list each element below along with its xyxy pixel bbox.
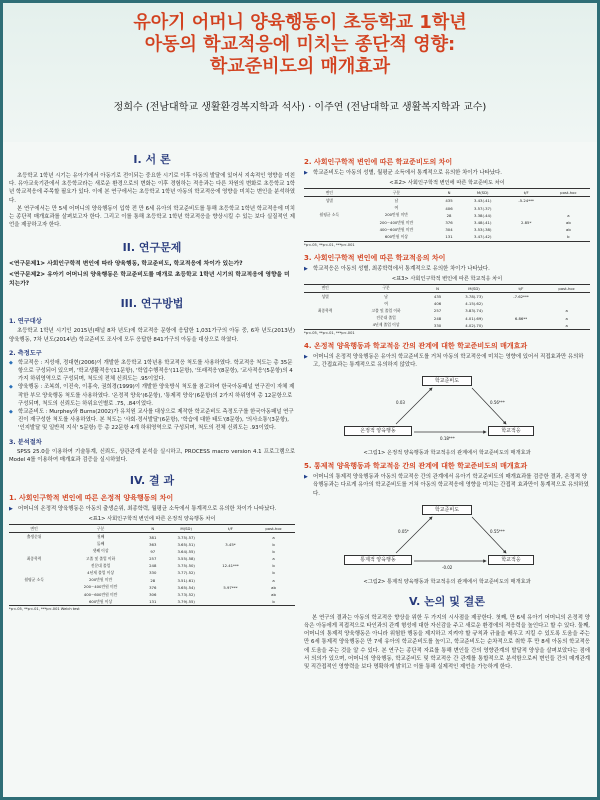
table1-header-cell: 변인 — [9, 525, 59, 533]
authors: 정희수 (전남대학교 생활환경복지학과 석사) · 이주연 (전남대학교 생활복지학과 교수) — [113, 102, 487, 113]
table-cell: 248 — [433, 315, 442, 321]
left-column — [9, 145, 295, 611]
table-cell: 200만원 미만 — [89, 577, 113, 583]
method-subject-text: 초등학교 1학년 시기인 2015년(패널 8차 년도)에 학교적응 문항에 응답한 1,031가구의 아동 중, 6차 년도(2013년) 양육행동, 7차 년도(2014년) 학교준비도 조사에 모두 응답한 841가구의 아동을 대상으로 하였다. — [9, 328, 295, 343]
title-line-3: 학교준비도의 매개효과 — [209, 56, 391, 77]
table3-header-cell: 구분 — [346, 284, 425, 292]
fig1-coef-b: 0.56*** — [490, 400, 505, 406]
table1-header-cell: M(SD) — [164, 525, 209, 533]
result-4-title: 4. 온정적 양육행동과 학교적응 간의 관계에 대한 학교준비도의 매개효과 — [304, 341, 528, 350]
table-cell: 4.15(.62) — [465, 301, 483, 307]
table-cell: b — [272, 563, 275, 569]
table-cell — [209, 569, 252, 576]
table-cell: 전문대 졸업 — [90, 562, 111, 568]
table-cell — [9, 562, 59, 569]
fig2-coef-a: 0.05* — [398, 528, 409, 534]
table-row — [9, 598, 295, 606]
table-cell: ab — [271, 584, 276, 590]
table-cell: 28 — [150, 577, 156, 583]
table-cell — [506, 212, 547, 219]
table-cell — [499, 307, 544, 314]
diamond-bullet-icon: ◆ — [9, 384, 13, 391]
table-3 — [304, 284, 590, 330]
table-cell: 3.65(.54) — [177, 584, 195, 590]
table2-header-cell: t/F — [506, 189, 547, 197]
poster — [3, 3, 597, 797]
table-cell: a — [272, 556, 275, 562]
table2-header-cell: M(SD) — [460, 189, 506, 197]
table-cell: 131 — [142, 598, 164, 606]
table-cell — [547, 197, 590, 205]
table-cell: 363 — [149, 541, 157, 547]
table-row — [9, 591, 295, 598]
table-row — [304, 314, 590, 321]
table-cell: 3.47(.42) — [460, 233, 506, 241]
fig2-coef-b: 0.55*** — [490, 528, 505, 534]
table-cell: b — [272, 548, 275, 554]
table-cell: 4.01(.69) — [465, 315, 483, 321]
title-line-2: 아동의 학교적응에 미치는 종단적 영향: — [144, 34, 456, 55]
table-cell — [304, 226, 355, 233]
table-cell: 257 — [433, 308, 442, 314]
table-row — [304, 205, 590, 212]
table-row — [9, 533, 295, 541]
table-cell: 여 — [394, 205, 399, 211]
table-cell — [209, 591, 252, 598]
table-cell: a — [543, 322, 590, 330]
table-cell: 304 — [445, 227, 453, 233]
table-row — [304, 292, 590, 300]
discussion-text: 본 연구의 결과는 아동의 학교적응 향상을 위한 두 가지의 시사점을 제공한다. 첫째, 만 6세 유아기 어머니의 온정적 양육은 아동에게 직접적으로 타인과의 관계 형성에 대한 자신감을 주고 새로운 환경에의 적응력을 높인다고 할 수 있다. 둘째, 어머니의 통제적 양육행동은 아니라 위험한 행동을 제지하고 지켜야 할 규칙과 규율을 배우고 지킬 수 있도록 도움을 주는 만 6세 통제적 양육행동은 만 7세 유아의 학교준비도를 높이고, 학교준비도는 순차적으로 취학 후 만 8세 아동의 학교적응에 도움을 주는 것을 알 수 있다. 본 연구는 종단적 자료를 통해 변인들 간의 영향관계의 발달적 양상을 살펴보았다는 점에서 의의가 있으며, 어머니의 양육행동, 학교준비도 및 학교적응 간 관계를 통합적으로 분석함으로써 변인들 간의 매개관계 및 직간접적인 영향력을 보다 명확하게 밝히고 이를 통해 실제적인 제언을 가능하게 한다. — [304, 614, 591, 671]
result-5-text: ▶ 어머니의 통제적 양육행동과 아동의 학교적응 간의 관계에서 유아기 학교준비도의 매개효과를 검증한 결과, 온정적 양육행동과는 다르게 유아의 학교준비도를 거쳐 아동의 학교적응에 영향을 미치는 간접적 효과만이 통계적으로 유의하였다. — [304, 474, 589, 497]
measure-school-adjustment: ◆ 학교적응 : 지성애, 정대현(2006)이 개발한 초등학교 1학년용 학교적응 척도를 사용하였다. 학교적응 척도는 총 35문항으로 구성되어 있으며, '학교생활적응'(11문항), '학업수행적응'(11문항), '또래적응'(8문항), '교사적응'(5문항)의 4가지 하위영역으로 구성되며, 척도의 전체 신뢰도는 .95이었다. — [9, 359, 293, 383]
research-question-2: <연구문제2> 유아기 어머니의 양육행동은 학교준비도를 매개로 초등학교 1학년 시기의 학교적응에 영향을 미치는가? — [9, 272, 290, 288]
figure-1-caption: <그림1> 온정적 양육행동과 학교적응의 관계에서 학교준비도의 매개효과 — [363, 450, 531, 457]
table-cell: ab — [271, 592, 276, 598]
method-subject-title: 1. 연구대상 — [9, 318, 42, 326]
result-1-title: 1. 사회인구학적 변인에 따른 온정적 양육행동의 차이 — [9, 494, 174, 503]
table-cell: ab — [566, 220, 571, 226]
table-cell: 406 — [445, 205, 453, 211]
table-cell: 3.51(.61) — [177, 577, 195, 583]
table-cell: b — [272, 541, 275, 547]
table-cell: 월평균 소득 — [319, 212, 340, 218]
table-cell: 3.79(.55) — [164, 598, 209, 606]
table-cell: 최종학력 — [26, 555, 42, 561]
table-cell: 3.38(.44) — [473, 212, 492, 218]
table-row — [304, 197, 590, 205]
table-2-caption: <표2> 사회인구학적 변인에 따른 학교준비도 차이 — [389, 180, 505, 187]
table-cell: 3.55(.58) — [177, 556, 195, 562]
table-row — [9, 577, 295, 584]
table3-header-cell: M(SD) — [449, 284, 498, 292]
table-cell: 28 — [446, 212, 452, 218]
measure-parenting: ◆ 양육행동 : 조복희, 이진숙, 이홍숙, 권희경(1999)이 개발한 양육방식 척도를 참고하여 한국아동패널 연구진이 자체 제작한 부모 양육행동 척도를 사용하였다. '온정적 양육'(6문항), '통제적 양육'(6문항)의 2가지 하위영역 총 12문항으로 구성되며, 척도의 신뢰도는 하위요인별로 .75, .84이었다. — [9, 384, 295, 407]
table3-header-cell: 변인 — [304, 284, 346, 292]
intro-heading: I. 서 론 — [133, 153, 171, 166]
table-cell: b — [252, 598, 295, 606]
table-cell: 여 — [384, 300, 388, 306]
table-cell — [9, 548, 59, 555]
table-row — [9, 562, 295, 569]
table-cell — [9, 598, 59, 606]
fig1-x-box: 온정적 양육행동 — [344, 426, 412, 436]
table-cell: 남 — [394, 197, 399, 203]
table-cell: 2.85* — [520, 220, 532, 226]
figure-2-diagram — [304, 501, 590, 575]
table-cell: 200~400만원 미만 — [83, 584, 118, 590]
table-cell: ab — [566, 227, 571, 233]
table-cell — [209, 555, 252, 562]
table-row — [304, 233, 590, 241]
table-cell: 첫째 — [96, 534, 105, 540]
table-cell: 4년제 졸업 이상 — [87, 569, 114, 575]
table-3-caption: <표3> 사회인구학적 변인에 따른 학교적응 차이 — [391, 275, 503, 282]
fig1-coef-c: 0.18*** — [440, 436, 455, 442]
table-cell — [304, 233, 355, 241]
fig2-x-box: 통제적 양육행동 — [344, 555, 412, 565]
triangle-bullet-icon: ▶ — [304, 353, 308, 360]
table-cell: 6.86** — [514, 315, 528, 321]
table-cell: 3.45* — [225, 541, 236, 547]
table-cell — [9, 591, 59, 598]
table-1-note: *p<.05, **p<.01, ***p<.001 Welch test — [9, 607, 80, 612]
table-cell: 3.57(.37) — [473, 205, 492, 211]
table-row — [304, 219, 590, 226]
table-2 — [304, 188, 590, 241]
right-column — [304, 145, 590, 671]
table1-header-cell: 구분 — [59, 525, 142, 533]
table-cell: b — [547, 233, 590, 241]
table2-header-cell: post-hoc — [547, 189, 590, 197]
table-cell: 400~600만원 미만 — [83, 591, 118, 597]
table-cell: 셋째 이상 — [92, 548, 109, 554]
table-cell: 306 — [149, 592, 157, 598]
table1-header-cell: t/F — [209, 525, 252, 533]
table-cell: 3.75(.57) — [177, 534, 195, 540]
table-cell: 97 — [150, 548, 156, 554]
table1-header-cell: post-hoc — [252, 525, 295, 533]
table-cell — [506, 226, 547, 233]
table-cell — [543, 292, 590, 300]
result-5-title: 5. 통제적 양육행동과 학교적응 간의 관계에 대한 학교준비도의 매개효과 — [304, 462, 528, 471]
table-cell: 성별 — [321, 293, 329, 299]
table-cell: 3.78(.73) — [465, 294, 483, 299]
table-cell — [499, 300, 544, 307]
table-cell: 330 — [149, 570, 157, 576]
table-cell — [304, 322, 346, 330]
table-row — [304, 300, 590, 307]
triangle-bullet-icon: ▶ — [304, 265, 308, 272]
triangle-bullet-icon: ▶ — [304, 474, 308, 481]
measure-school-readiness: ◆ 학교준비도 : Murphey와 Burns(2002)가 유치원 교사를 대상으로 제작한 학교준비도 측정도구를 한국아동패널 연구진이 재구성한 척도를 사용하였다. 본 척도는 '사회·정서발달'(6문항), '학습에 대한 태도'(8문항), '의사소통'(3문항), '인지발달 및 일반적 지식' 5문항) 등 총 22문항 4개 하위영역으로 구성되며, 척도의 전체 신뢰도는 .93이었다. — [9, 409, 294, 432]
figure-1-diagram — [304, 372, 590, 446]
intro-paragraph-1: 초등학교 1학년 시기는 유아기에서 아동기로 전이되는 중요한 시기로 이후 아동의 발달에 있어서 지속적인 영향을 미친다. 유아교육기관에서 초등학교라는 새로운 환경으로의 변화는 이후 경험하는 적응과는 다른 차원의 변화로 초등학교 1학년 학교적응에 주목할 필요가 있다. 이에 본 연구에서는 초등학교 1학년 아동의 학교적응에 영향을 미치는 변인을 분석하였다. — [9, 173, 296, 204]
table3-header-cell: t/F — [499, 284, 544, 292]
intro-paragraph-2: 본 연구에서는 만 5세 어머니의 양육행동이 입학 전 만 6세 유아의 학교준비도를 통해 초등학교 1학년 학교적응에 미치는 종단적 매개효과를 살펴보고자 한다. 그리고 이를 통해 초등학교 1학년 학교적응을 향상시킬 수 있는 보다 실질적인 제언을 제공하고자 한다. — [9, 205, 295, 229]
table-cell: 248 — [149, 563, 157, 569]
table-row — [304, 307, 590, 314]
method-heading: III. 연구방법 — [120, 297, 184, 311]
table-cell: 전문대 졸업 — [376, 315, 396, 321]
table-cell — [506, 205, 547, 212]
result-3-title: 3. 사회인구학적 변인에 따른 학교적응의 차이 — [304, 253, 446, 262]
table-cell — [209, 548, 252, 555]
result-3-text: ▶ 학교적응은 아동의 성별, 최종학력에서 통계적으로 유의한 차이가 나타났다. — [304, 265, 490, 272]
fig2-coef-c: -0.02 — [442, 564, 453, 570]
table-cell: a — [272, 534, 275, 540]
table-cell: 257 — [149, 556, 157, 562]
table-row — [304, 226, 590, 233]
table-cell: 출생순위 — [26, 534, 42, 540]
table-cell — [209, 533, 252, 541]
table-cell: 성별 — [325, 197, 333, 203]
table-cell — [209, 577, 252, 584]
discussion-heading: V. 논의 및 결론 — [409, 594, 485, 608]
table-cell: b — [272, 570, 275, 576]
table-cell — [209, 598, 252, 606]
table-cell: 최종학력 — [317, 307, 333, 313]
table-cell: -7.62*** — [513, 294, 529, 299]
table-cell: 월평균 소득 — [24, 577, 44, 583]
table-cell: 406 — [433, 301, 442, 307]
table-cell — [506, 233, 547, 241]
table-cell: 남 — [384, 293, 388, 299]
table-cell: 381 — [149, 534, 157, 540]
results-heading: IV. 결 과 — [129, 474, 175, 488]
title-line-1: 유아기 어머니 양육행동이 초등학교 1학년 — [133, 12, 467, 33]
table-cell: 4년제 졸업 이상 — [346, 322, 425, 330]
table-row — [9, 548, 295, 555]
table-cell: a — [272, 577, 275, 583]
table1-header-cell: N — [142, 525, 164, 533]
table-cell — [304, 300, 346, 307]
table-row — [9, 541, 295, 548]
table-row — [304, 322, 590, 330]
table-cell: a — [567, 212, 570, 218]
table-cell: 3.48(.41) — [473, 220, 492, 226]
table-cell: 3.43(.41) — [473, 198, 492, 204]
table-cell: 3.64(.55) — [177, 548, 195, 554]
table-cell: 고졸 및 졸업 이하 — [371, 307, 401, 313]
fig1-coef-a: 0.03 — [396, 400, 405, 406]
table2-header-cell: 변인 — [304, 189, 355, 197]
table-cell — [304, 205, 355, 212]
table-cell — [547, 205, 590, 212]
fig2-y-box: 학교적응 — [488, 555, 534, 565]
table-cell: 600만원 이상 — [355, 233, 439, 241]
table-cell: 4.02(.70) — [449, 322, 498, 330]
table2-header-cell: 구분 — [355, 189, 439, 197]
table-row — [9, 584, 295, 591]
table-cell: 3.53(.38) — [473, 227, 492, 233]
table-cell: a — [565, 308, 568, 314]
figure-2-caption: <그림2> 통제적 양육행동과 학교적응의 관계에서 학교준비도의 매개효과 — [363, 578, 531, 585]
table-cell — [499, 322, 544, 330]
table-cell: 600만원 이상 — [59, 598, 142, 606]
poster-header — [3, 3, 597, 142]
table-cell: a — [565, 315, 568, 321]
table-cell: 435 — [433, 294, 442, 299]
table-cell: 둘째 — [96, 541, 105, 547]
result-4-text: ▶ 어머니의 온정적 양육행동은 유아의 학교준비도를 거쳐 아동의 학교적응에 미치는 영향에 있어서 직접효과만 유의하고, 간접효과는 통계적으로 유의하지 않았다. — [304, 353, 584, 369]
table-cell: 3.77(.52) — [177, 570, 195, 576]
research-question-1: <연구문제1> 사회인구학적 변인에 따라 양육행동, 학교준비도, 학교적응에 차이가 있는가? — [9, 261, 243, 268]
table-cell: 3.65(.51) — [177, 541, 195, 547]
table-cell — [9, 569, 59, 576]
diamond-bullet-icon: ◆ — [9, 409, 13, 416]
fig1-y-box: 학교적응 — [488, 426, 534, 436]
table-cell — [543, 300, 590, 307]
table-cell — [304, 219, 355, 226]
table-row — [9, 555, 295, 562]
fig2-mediator-box: 학교준비도 — [422, 505, 472, 515]
table-cell: 3.75(.50) — [177, 563, 195, 569]
method-measure-title: 2. 측정도구 — [9, 349, 42, 357]
table-cell: 3.83(.74) — [465, 308, 483, 314]
method-analysis-text: SPSS 25.0을 이용하여 기술통계, 신뢰도, 상관관계 분석을 실시하고, PROCESS macro version 4.1 프로그램으로 Model 4를 이용하여 매개효과 검증을 실시하였다. — [9, 448, 295, 463]
table-cell: 200~400만원 미만 — [379, 219, 414, 225]
table-cell: 131 — [438, 233, 460, 241]
table-1-caption: <표1> 사회인구학적 변인에 따른 온정적 양육행동 차이 — [88, 516, 216, 523]
result-2-text: ▶ 학교준비도는 아동의 성별, 월평균 소득에서 통계적으로 유의한 차이가 나타났다. — [304, 170, 502, 176]
table-cell: 200만원 미만 — [384, 212, 408, 218]
table-cell — [304, 314, 346, 321]
table-cell — [9, 541, 59, 548]
triangle-bullet-icon: ▶ — [304, 170, 308, 176]
table-cell: -5.24*** — [518, 198, 534, 204]
result-2-title: 2. 사회인구학적 변인에 따른 학교준비도의 차이 — [304, 158, 453, 166]
table-cell: 고졸 및 졸업 이하 — [85, 555, 116, 561]
table-cell: 400~600만원 미만 — [379, 226, 414, 232]
table-2-note: *p<.05, **p<.01, ***p<.001 — [304, 242, 355, 247]
diamond-bullet-icon: ◆ — [9, 359, 13, 366]
table-cell — [9, 584, 59, 591]
table-cell: 5.97*** — [223, 584, 238, 590]
table-cell: 435 — [445, 198, 453, 204]
table-cell: 12.41*** — [222, 563, 239, 569]
table2-header-cell: N — [438, 189, 460, 197]
table-row — [9, 569, 295, 576]
table-row — [304, 212, 590, 219]
questions-heading: II. 연구문제 — [122, 241, 182, 255]
result-1-text: ▶ 어머니의 온정적 양육행동은 아동의 출생순위, 최종학력, 월평균 소득에서 통계적으로 유의한 차이가 나타났다. — [9, 506, 277, 513]
table-3-note: *p<.05, **p<.01, ***p<.001 — [304, 330, 355, 335]
table3-header-cell: post-hoc — [543, 284, 590, 292]
table-cell: 376 — [149, 584, 157, 590]
triangle-bullet-icon: ▶ — [9, 506, 13, 513]
table-cell: 376 — [445, 220, 453, 226]
fig1-mediator-box: 학교준비도 — [422, 376, 472, 386]
table-1 — [9, 524, 295, 606]
table-cell: 3.73(.52) — [177, 592, 195, 598]
method-analysis-title: 3. 분석절차 — [9, 438, 42, 446]
table3-header-cell: N — [426, 284, 449, 292]
table-cell: 330 — [426, 322, 449, 330]
